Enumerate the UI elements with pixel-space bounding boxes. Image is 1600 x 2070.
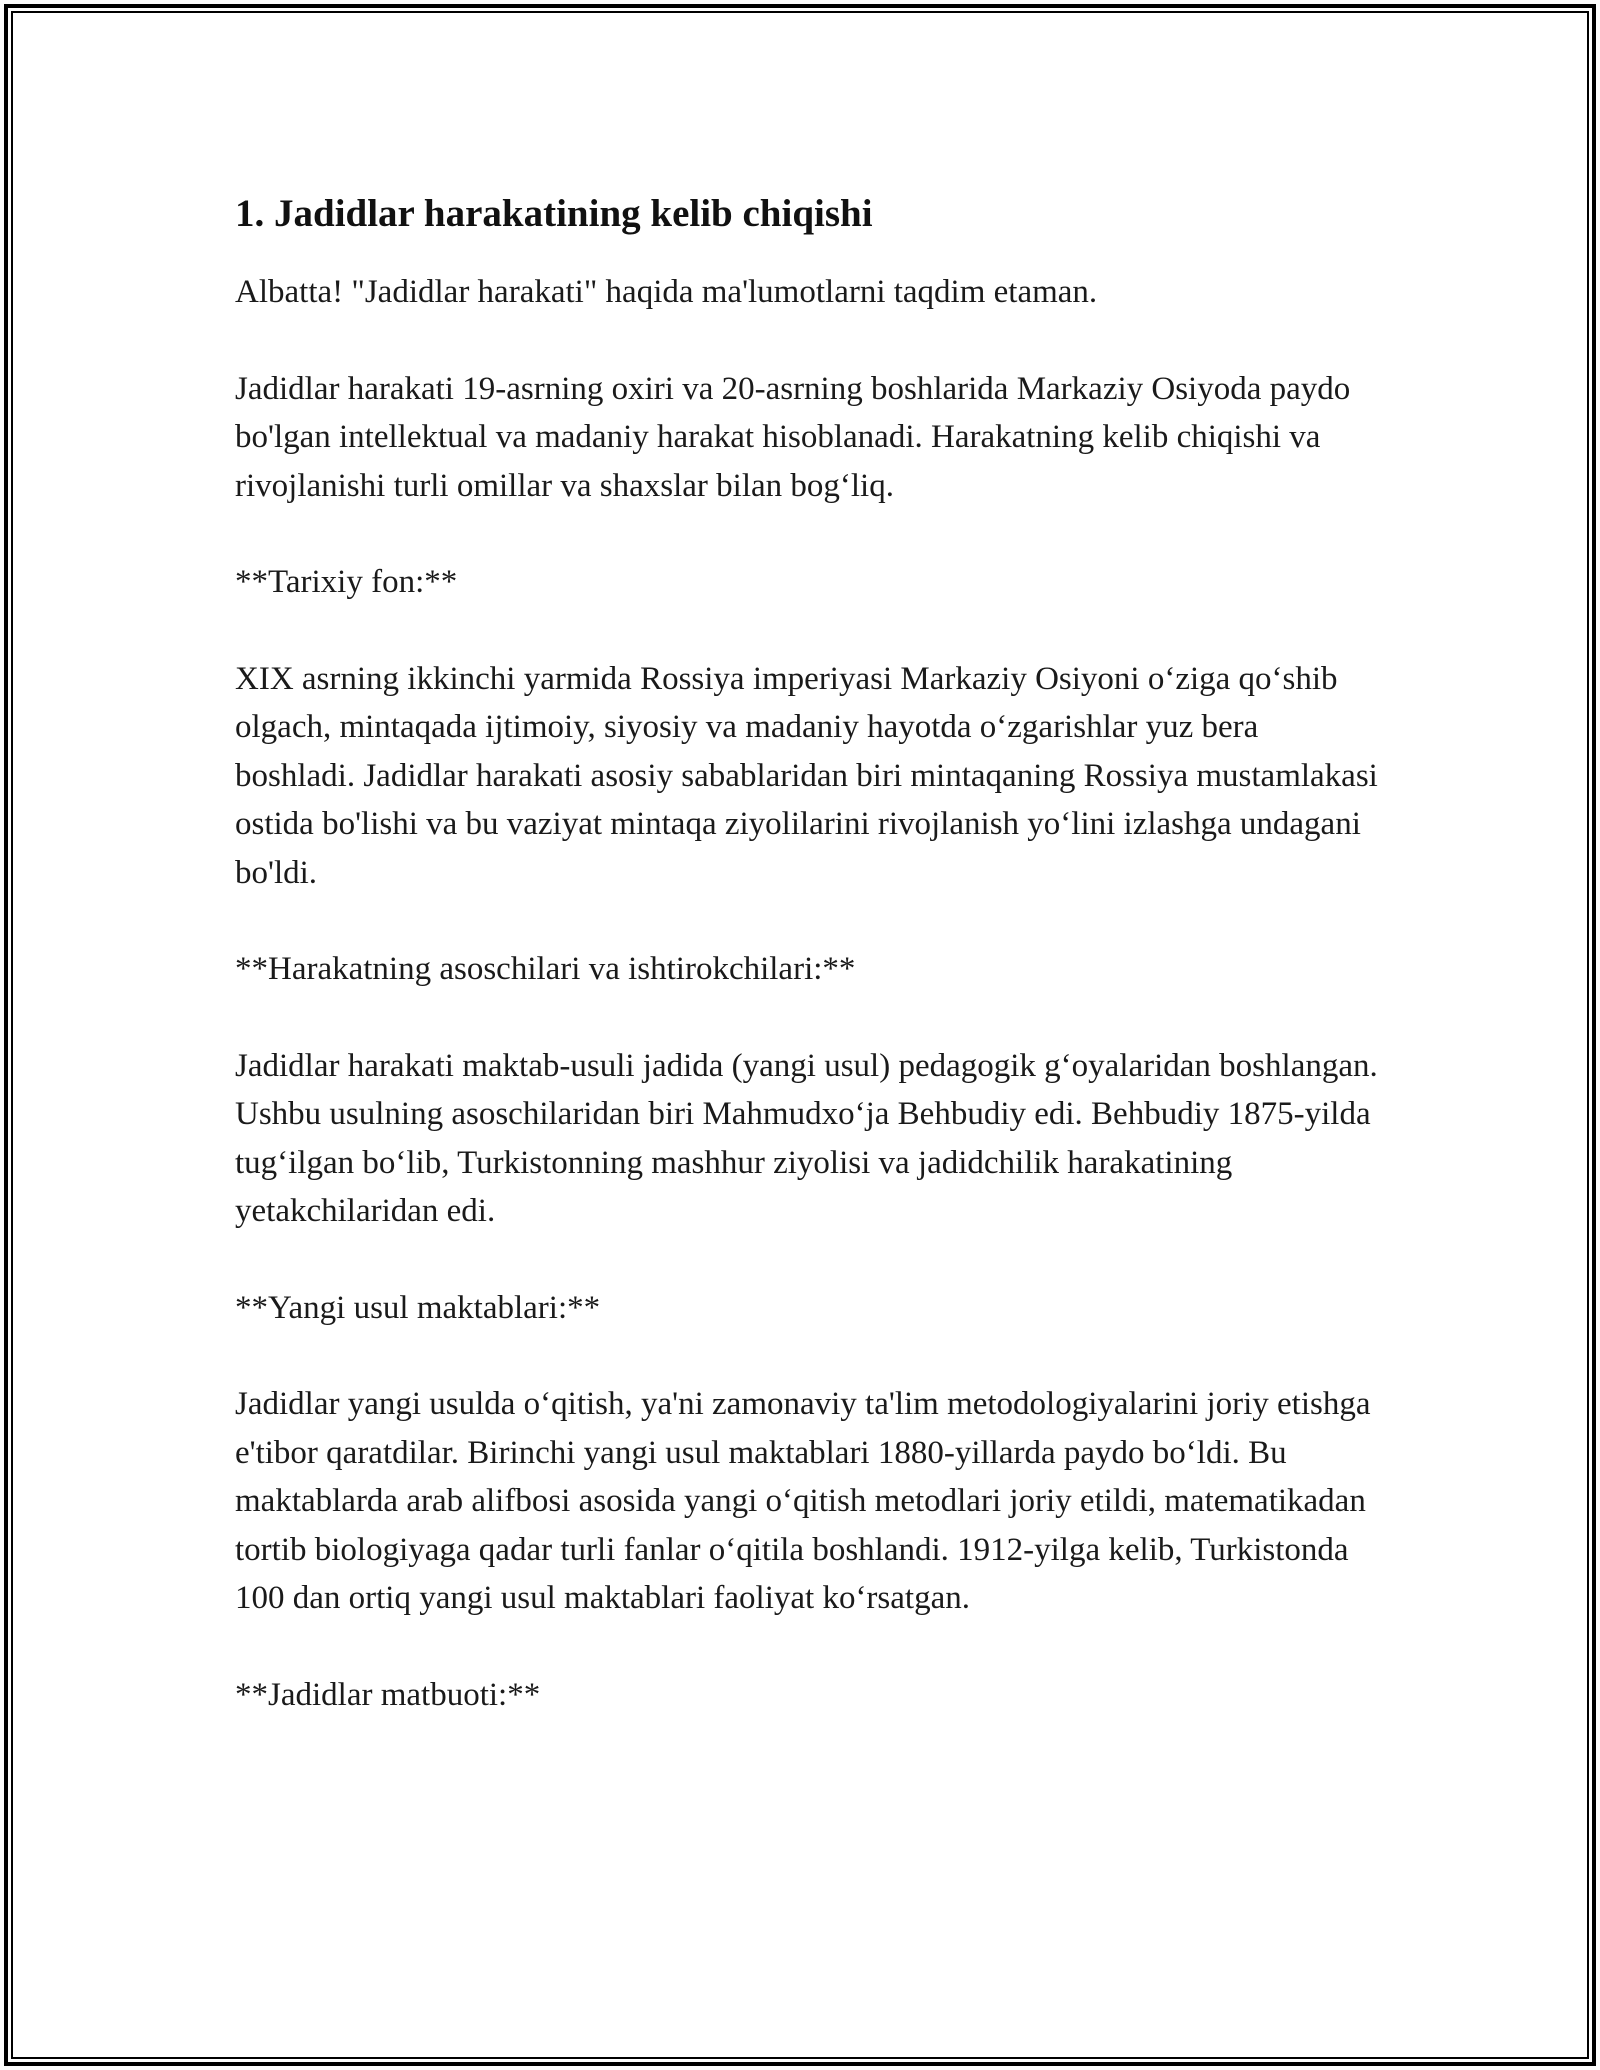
subheading-founders: **Harakatning asoschilari va ishtirokchilari:**	[235, 951, 856, 987]
subheading-jadid-press: **Jadidlar matbuoti:**	[235, 1676, 541, 1713]
paragraph-new-method-schools: Jadidlar yangi usulda o‘qitish, ya'ni zamonaviy ta'lim metodologiyalarini joriy etishga e'tibor qaratdilar. Birinchi yangi usul maktablari 1880-yillarda paydo bo‘ldi. Bu maktablarda arab alifbosi asosida yangi o‘qitish metodlari joriy etildi, matematikadan tortib biologiyaga qadar turli fanlar o‘qitila boshlandi. 1912-yilga kelib, Turkistonda 100 dan ortiq yangi usul maktablari faoliyat ko‘rsatgan.	[235, 1386, 1371, 1616]
subheading-new-method-schools: **Yangi usul maktablari:**	[235, 1289, 601, 1326]
section-heading: 1. Jadidlar harakatining kelib chiqishi	[235, 192, 873, 235]
paragraph-intro: Albatta! "Jadidlar harakati" haqida ma'lumotlarni taqdim etaman.	[235, 274, 1098, 310]
document-body	[235, 188, 1385, 1767]
subheading-historical-background: **Tarixiy fon:**	[235, 564, 458, 600]
paragraph-founders: Jadidlar harakati maktab-usuli jadida (yangi usul) pedagogik g‘oyalaridan boshlangan. Ushbu usulning asoschilaridan biri Mahmudxo‘ja Behbudiy edi. Behbudiy 1875-yilda tug‘ilgan bo‘lib, Turkistonning mashhur ziyolisi va jadidchilik harakatining yetakchilaridan edi.	[235, 1047, 1378, 1229]
paragraph-historical-background: XIX asrning ikkinchi yarmida Rossiya imperiyasi Markaziy Osiyoni o‘ziga qo‘shib olgach, mintaqada ijtimoiy, siyosiy va madaniy hayotda o‘zgarishlar yuz bera boshladi. Jadidlar harakati asosiy sabablaridan biri mintaqaning Rossiya mustamlakasi ostida bo'lishi va bu vaziyat mintaqa ziyolilarini rivojlanish yo‘lini izlashga undagani bo'ldi.	[235, 660, 1378, 891]
paragraph-overview: Jadidlar harakati 19-asrning oxiri va 20-asrning boshlarida Markaziy Osiyoda paydo bo'lgan intellektual va madaniy harakat hisoblanadi. Harakatning kelib chiqishi va rivojlanishi turli omillar va shaxslar bilan bog‘liq.	[235, 370, 1351, 504]
